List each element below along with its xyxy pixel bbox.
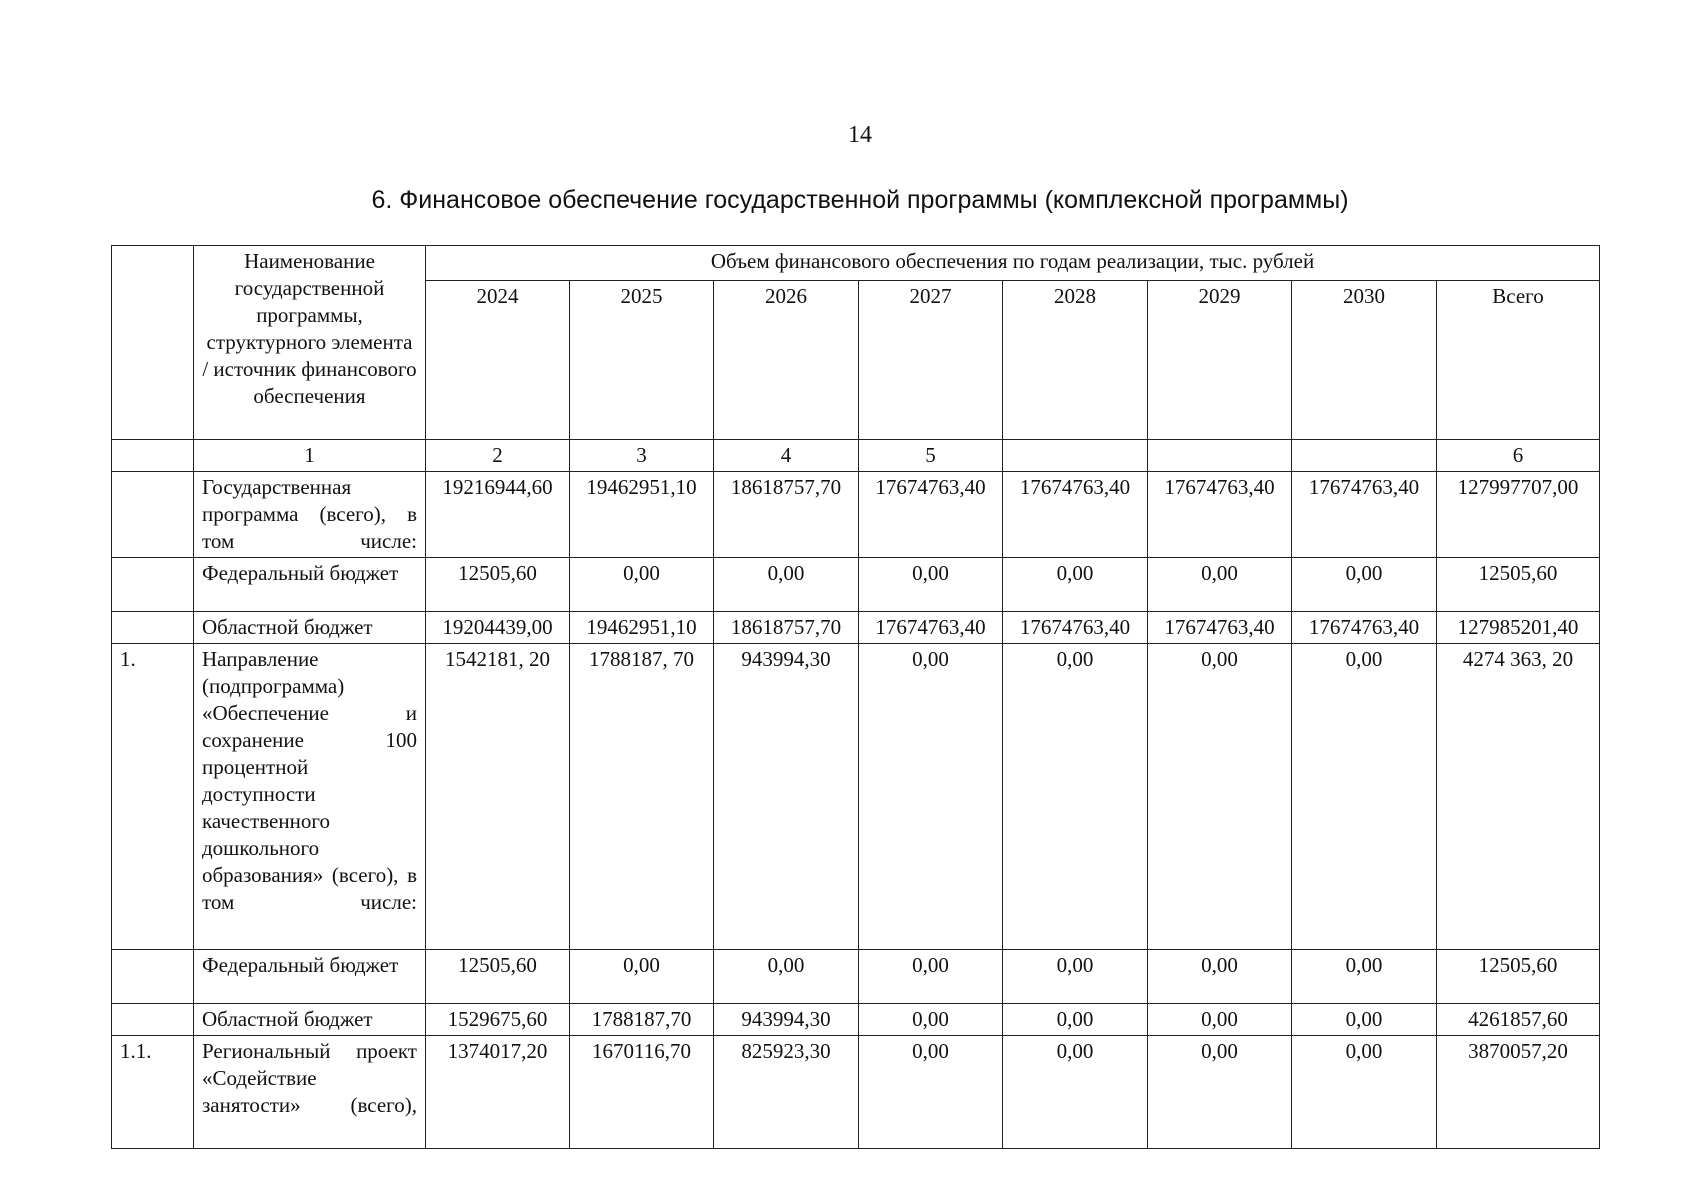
value-cell: 0,00 bbox=[1148, 1004, 1292, 1036]
row-index: 1.1. bbox=[112, 1036, 194, 1149]
row-index bbox=[112, 472, 194, 558]
total-cell: 127997707,00 bbox=[1437, 472, 1600, 558]
total-cell: 4261857,60 bbox=[1437, 1004, 1600, 1036]
column-numbers-row bbox=[112, 440, 1600, 472]
value-cell: 0,00 bbox=[1148, 558, 1292, 612]
page-number: 14 bbox=[848, 122, 872, 148]
value-cell: 0,00 bbox=[1148, 1036, 1292, 1149]
row-index bbox=[112, 612, 194, 644]
row-name: Региональный проект «Содействие занятости» (всего), bbox=[194, 1036, 426, 1149]
column-number bbox=[1148, 440, 1292, 472]
value-cell: 18618757,70 bbox=[714, 612, 859, 644]
table-row bbox=[112, 1036, 1600, 1149]
value-cell: 19462951,10 bbox=[570, 472, 714, 558]
value-cell: 1788187,70 bbox=[570, 1004, 714, 1036]
value-cell: 0,00 bbox=[1003, 1004, 1148, 1036]
value-cell: 0,00 bbox=[859, 644, 1003, 950]
row-name: Федеральный бюджет bbox=[194, 558, 426, 612]
value-cell: 17674763,40 bbox=[1148, 472, 1292, 558]
value-cell: 17674763,40 bbox=[1148, 612, 1292, 644]
year-header-cell: 2024 bbox=[426, 281, 570, 440]
value-cell: 17674763,40 bbox=[1292, 612, 1437, 644]
value-cell: 825923,30 bbox=[714, 1036, 859, 1149]
value-cell: 19204439,00 bbox=[426, 612, 570, 644]
column-number bbox=[112, 440, 194, 472]
column-number: 4 bbox=[714, 440, 859, 472]
row-index: 1. bbox=[112, 644, 194, 950]
value-cell: 943994,30 bbox=[714, 1004, 859, 1036]
value-cell: 0,00 bbox=[1003, 950, 1148, 1004]
column-number: 5 bbox=[859, 440, 1003, 472]
financing-table bbox=[111, 245, 1600, 1149]
value-cell: 0,00 bbox=[1292, 644, 1437, 950]
total-cell: 12505,60 bbox=[1437, 558, 1600, 612]
year-header-cell: 2026 bbox=[714, 281, 859, 440]
value-cell: 0,00 bbox=[859, 1036, 1003, 1149]
year-header-cell: 2028 bbox=[1003, 281, 1148, 440]
value-cell: 18618757,70 bbox=[714, 472, 859, 558]
row-index bbox=[112, 1004, 194, 1036]
column-number: 6 bbox=[1437, 440, 1600, 472]
name-header: Наименование государственной программы, структурного элемента / источник финансового обеспечения bbox=[194, 246, 426, 440]
table-row bbox=[112, 644, 1600, 950]
value-cell: 1542181, 20 bbox=[426, 644, 570, 950]
value-cell: 0,00 bbox=[859, 1004, 1003, 1036]
table-row bbox=[112, 950, 1600, 1004]
column-number: 2 bbox=[426, 440, 570, 472]
value-cell: 12505,60 bbox=[426, 558, 570, 612]
value-cell: 0,00 bbox=[1003, 644, 1148, 950]
year-header-cell: 2025 bbox=[570, 281, 714, 440]
value-cell: 17674763,40 bbox=[1003, 472, 1148, 558]
value-cell: 0,00 bbox=[1292, 1004, 1437, 1036]
column-number: 1 bbox=[194, 440, 426, 472]
total-cell: 12505,60 bbox=[1437, 950, 1600, 1004]
value-cell: 0,00 bbox=[1292, 950, 1437, 1004]
total-cell: 127985201,40 bbox=[1437, 612, 1600, 644]
value-cell: 0,00 bbox=[714, 950, 859, 1004]
document-title: 6. Финансовое обеспечение государственной программы (комплексной программы) bbox=[371, 186, 1349, 214]
year-header-cell: 2030 bbox=[1292, 281, 1437, 440]
value-cell: 17674763,40 bbox=[1003, 612, 1148, 644]
column-number: 3 bbox=[570, 440, 714, 472]
value-cell: 12505,60 bbox=[426, 950, 570, 1004]
column-number bbox=[1292, 440, 1437, 472]
value-cell: 17674763,40 bbox=[859, 612, 1003, 644]
value-cell: 17674763,40 bbox=[859, 472, 1003, 558]
value-cell: 1788187, 70 bbox=[570, 644, 714, 950]
table-row bbox=[112, 1004, 1600, 1036]
row-name: Направление (подпрограмма) «Обеспечение и сохранение 100 процентной доступности качественного дошкольного образования» (всего), в том числе: bbox=[194, 644, 426, 950]
row-name: Государственная программа (всего), в том числе: bbox=[194, 472, 426, 558]
index-header-cell bbox=[112, 246, 194, 440]
value-cell: 1374017,20 bbox=[426, 1036, 570, 1149]
value-cell: 0,00 bbox=[859, 558, 1003, 612]
table-row bbox=[112, 612, 1600, 644]
value-cell: 19216944,60 bbox=[426, 472, 570, 558]
volume-header: Объем финансового обеспечения по годам реализации, тыс. рублей bbox=[426, 246, 1600, 281]
table-row bbox=[112, 472, 1600, 558]
value-cell: 0,00 bbox=[1003, 558, 1148, 612]
value-cell: 1529675,60 bbox=[426, 1004, 570, 1036]
row-name: Федеральный бюджет bbox=[194, 950, 426, 1004]
value-cell: 0,00 bbox=[1292, 1036, 1437, 1149]
row-index bbox=[112, 950, 194, 1004]
value-cell: 0,00 bbox=[570, 950, 714, 1004]
value-cell: 19462951,10 bbox=[570, 612, 714, 644]
table-row bbox=[112, 558, 1600, 612]
value-cell: 0,00 bbox=[1292, 558, 1437, 612]
row-index bbox=[112, 558, 194, 612]
value-cell: 0,00 bbox=[570, 558, 714, 612]
value-cell: 0,00 bbox=[1148, 644, 1292, 950]
value-cell: 17674763,40 bbox=[1292, 472, 1437, 558]
value-cell: 0,00 bbox=[714, 558, 859, 612]
column-number bbox=[1003, 440, 1148, 472]
value-cell: 0,00 bbox=[859, 950, 1003, 1004]
total-cell: 4274 363, 20 bbox=[1437, 644, 1600, 950]
year-header-cell: 2027 bbox=[859, 281, 1003, 440]
total-header-cell: Всего bbox=[1437, 281, 1600, 440]
value-cell: 943994,30 bbox=[714, 644, 859, 950]
value-cell: 1670116,70 bbox=[570, 1036, 714, 1149]
value-cell: 0,00 bbox=[1003, 1036, 1148, 1149]
total-cell: 3870057,20 bbox=[1437, 1036, 1600, 1149]
row-name: Областной бюджет bbox=[194, 612, 426, 644]
year-header-cell: 2029 bbox=[1148, 281, 1292, 440]
header-row bbox=[112, 246, 1600, 281]
value-cell: 0,00 bbox=[1148, 950, 1292, 1004]
row-name: Областной бюджет bbox=[194, 1004, 426, 1036]
